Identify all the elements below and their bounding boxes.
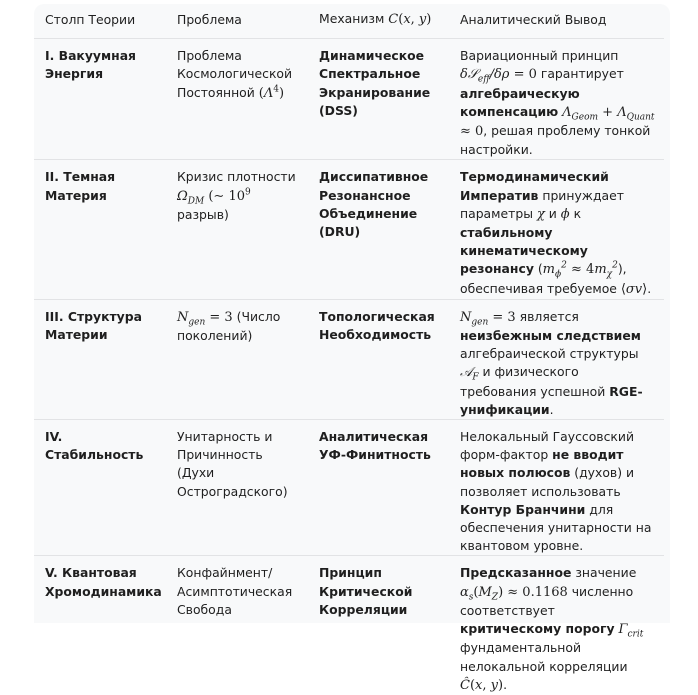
conclusion-text: для обеспечения унитарности на квантовом уровне. [460, 501, 652, 554]
conclusion-text: и [544, 205, 561, 221]
theory-table [34, 4, 664, 695]
conclusion-cell [449, 160, 664, 299]
pillar-cell: IV. Стабильность [34, 420, 166, 556]
conclusion-bold: неизбежным следствием [460, 328, 641, 344]
table-header-row [34, 4, 664, 39]
conclusion-bold: алгебраическую компенсацию [460, 85, 580, 119]
problem-text: разрыв) [177, 206, 229, 222]
pillar-cell: II. Темная Материя [34, 160, 166, 299]
problem-cell [166, 299, 308, 419]
conclusion-text: является [515, 308, 579, 324]
conclusion-bold: RGE-унификации [460, 383, 643, 417]
conclusion-text: . [647, 280, 652, 296]
problem-math: $\Omega_{DM}$ (∼ $10^9$ [177, 187, 251, 207]
mechanism-cell: Аналитическая УФ-Финитность [308, 420, 449, 556]
conclusion-text: . [503, 676, 508, 692]
problem-cell: Конфайнмент/ Асимптотическая Свобода [177, 565, 293, 617]
table-row [34, 299, 664, 419]
header-mechanism-math: C(x, y) [388, 12, 432, 27]
header-problem: Проблема [166, 4, 308, 39]
header-mechanism [308, 4, 449, 39]
problem-cell: Унитарность и Причинность (Духи Остроградского) [166, 420, 308, 556]
header-pillar: Столп Теории [34, 4, 166, 39]
conclusion-bold: Термодинамический Императив [460, 169, 609, 203]
table-row [34, 556, 664, 695]
problem-text: (Число поколений) [177, 308, 281, 344]
conclusion-text: (духов) и позволяет использовать [460, 465, 635, 499]
mechanism-cell: Принцип Критической Корреляции [319, 565, 413, 617]
header-mechanism-text: Механизм [319, 11, 389, 26]
conclusion-bold: стабильному кинематическому резонансу [460, 225, 588, 277]
conclusion-text: и физического требования успешной [460, 364, 610, 399]
conclusion-bold: критическому порогу [460, 621, 615, 637]
conclusion-cell [449, 556, 664, 695]
pillar-cell: III. Структура Материи [34, 299, 166, 419]
conclusion-text: Вариационный принцип [460, 48, 619, 64]
conclusion-text: ), обеспечивая требуемое [460, 261, 627, 296]
problem-text: Кризис плотности [177, 169, 296, 185]
conclusion-math: $m_\phi^2 \approx 4m_\chi^2$ [542, 261, 618, 281]
conclusion-math: $N_{gen} = 3$ [460, 309, 516, 328]
conclusion-math: Ĉ(x, y) [460, 677, 504, 693]
conclusion-math: $\Gamma_{crit}$ [618, 622, 644, 640]
conclusion-bold: Контур Бранчини [460, 501, 586, 517]
table-row [34, 420, 664, 556]
conclusion-cell [449, 299, 664, 419]
conclusion-math: $\Lambda_{Geom} + \Lambda_{Quant} \approx 0$ [460, 104, 655, 140]
problem-cell [166, 39, 308, 160]
pillar-cell: V. Квантовая Хромодинамика [45, 565, 162, 599]
conclusion-text: , решая проблему тонкой настройки. [460, 123, 651, 158]
conclusion-math: $\alpha_s(M_Z) \approx 0.1168$ [460, 584, 568, 603]
mechanism-cell: Диссипативное Резонансное Объединение (DRU) [308, 160, 449, 299]
conclusion-cell [449, 39, 664, 160]
conclusion-text: численно соответствует [460, 583, 634, 618]
conclusion-math: δ𝒮$_{eff}$/δρ = 0 [460, 67, 537, 85]
conclusion-text: ( [533, 261, 543, 277]
conclusion-text: гарантирует [536, 66, 624, 82]
conclusion-text: алгебраической структуры [460, 346, 639, 362]
conclusion-text: значение [571, 565, 637, 581]
conclusion-text: принуждает параметры [460, 187, 624, 221]
conclusion-cell [449, 420, 664, 556]
conclusion-bold: Предсказанное [460, 565, 572, 581]
conclusion-text: фундаментальной нелокальной корреляции [460, 640, 628, 674]
mechanism-cell: Динамическое Спектральное Экранирование (DSS) [308, 39, 449, 160]
conclusion-bold: не вводит новых полюсов [460, 447, 624, 481]
conclusion-math: χ [536, 206, 545, 222]
conclusion-text: Нелокальный Гауссовский форм-фактор [460, 429, 635, 463]
table-row [34, 160, 664, 299]
conclusion-text: к [569, 205, 582, 221]
table-row [34, 39, 664, 160]
problem-math: $(\Lambda^4)$ [258, 84, 285, 101]
conclusion-math: 𝒜$_F$ [460, 365, 479, 384]
pillar-cell: I. Вакуумная Энергия [34, 39, 166, 160]
problem-math: $N_{gen} = 3$ [177, 309, 233, 328]
conclusion-math: ⟨σv⟩ [620, 281, 648, 297]
conclusion-text: . [549, 401, 554, 417]
header-conclusion: Аналитический Вывод [449, 4, 664, 39]
conclusion-math: ϕ [560, 206, 570, 222]
mechanism-cell: Топологическая Необходимость [308, 299, 449, 419]
problem-cell [166, 160, 308, 299]
problem-text: Проблема Космологической Постоянной [177, 48, 293, 100]
